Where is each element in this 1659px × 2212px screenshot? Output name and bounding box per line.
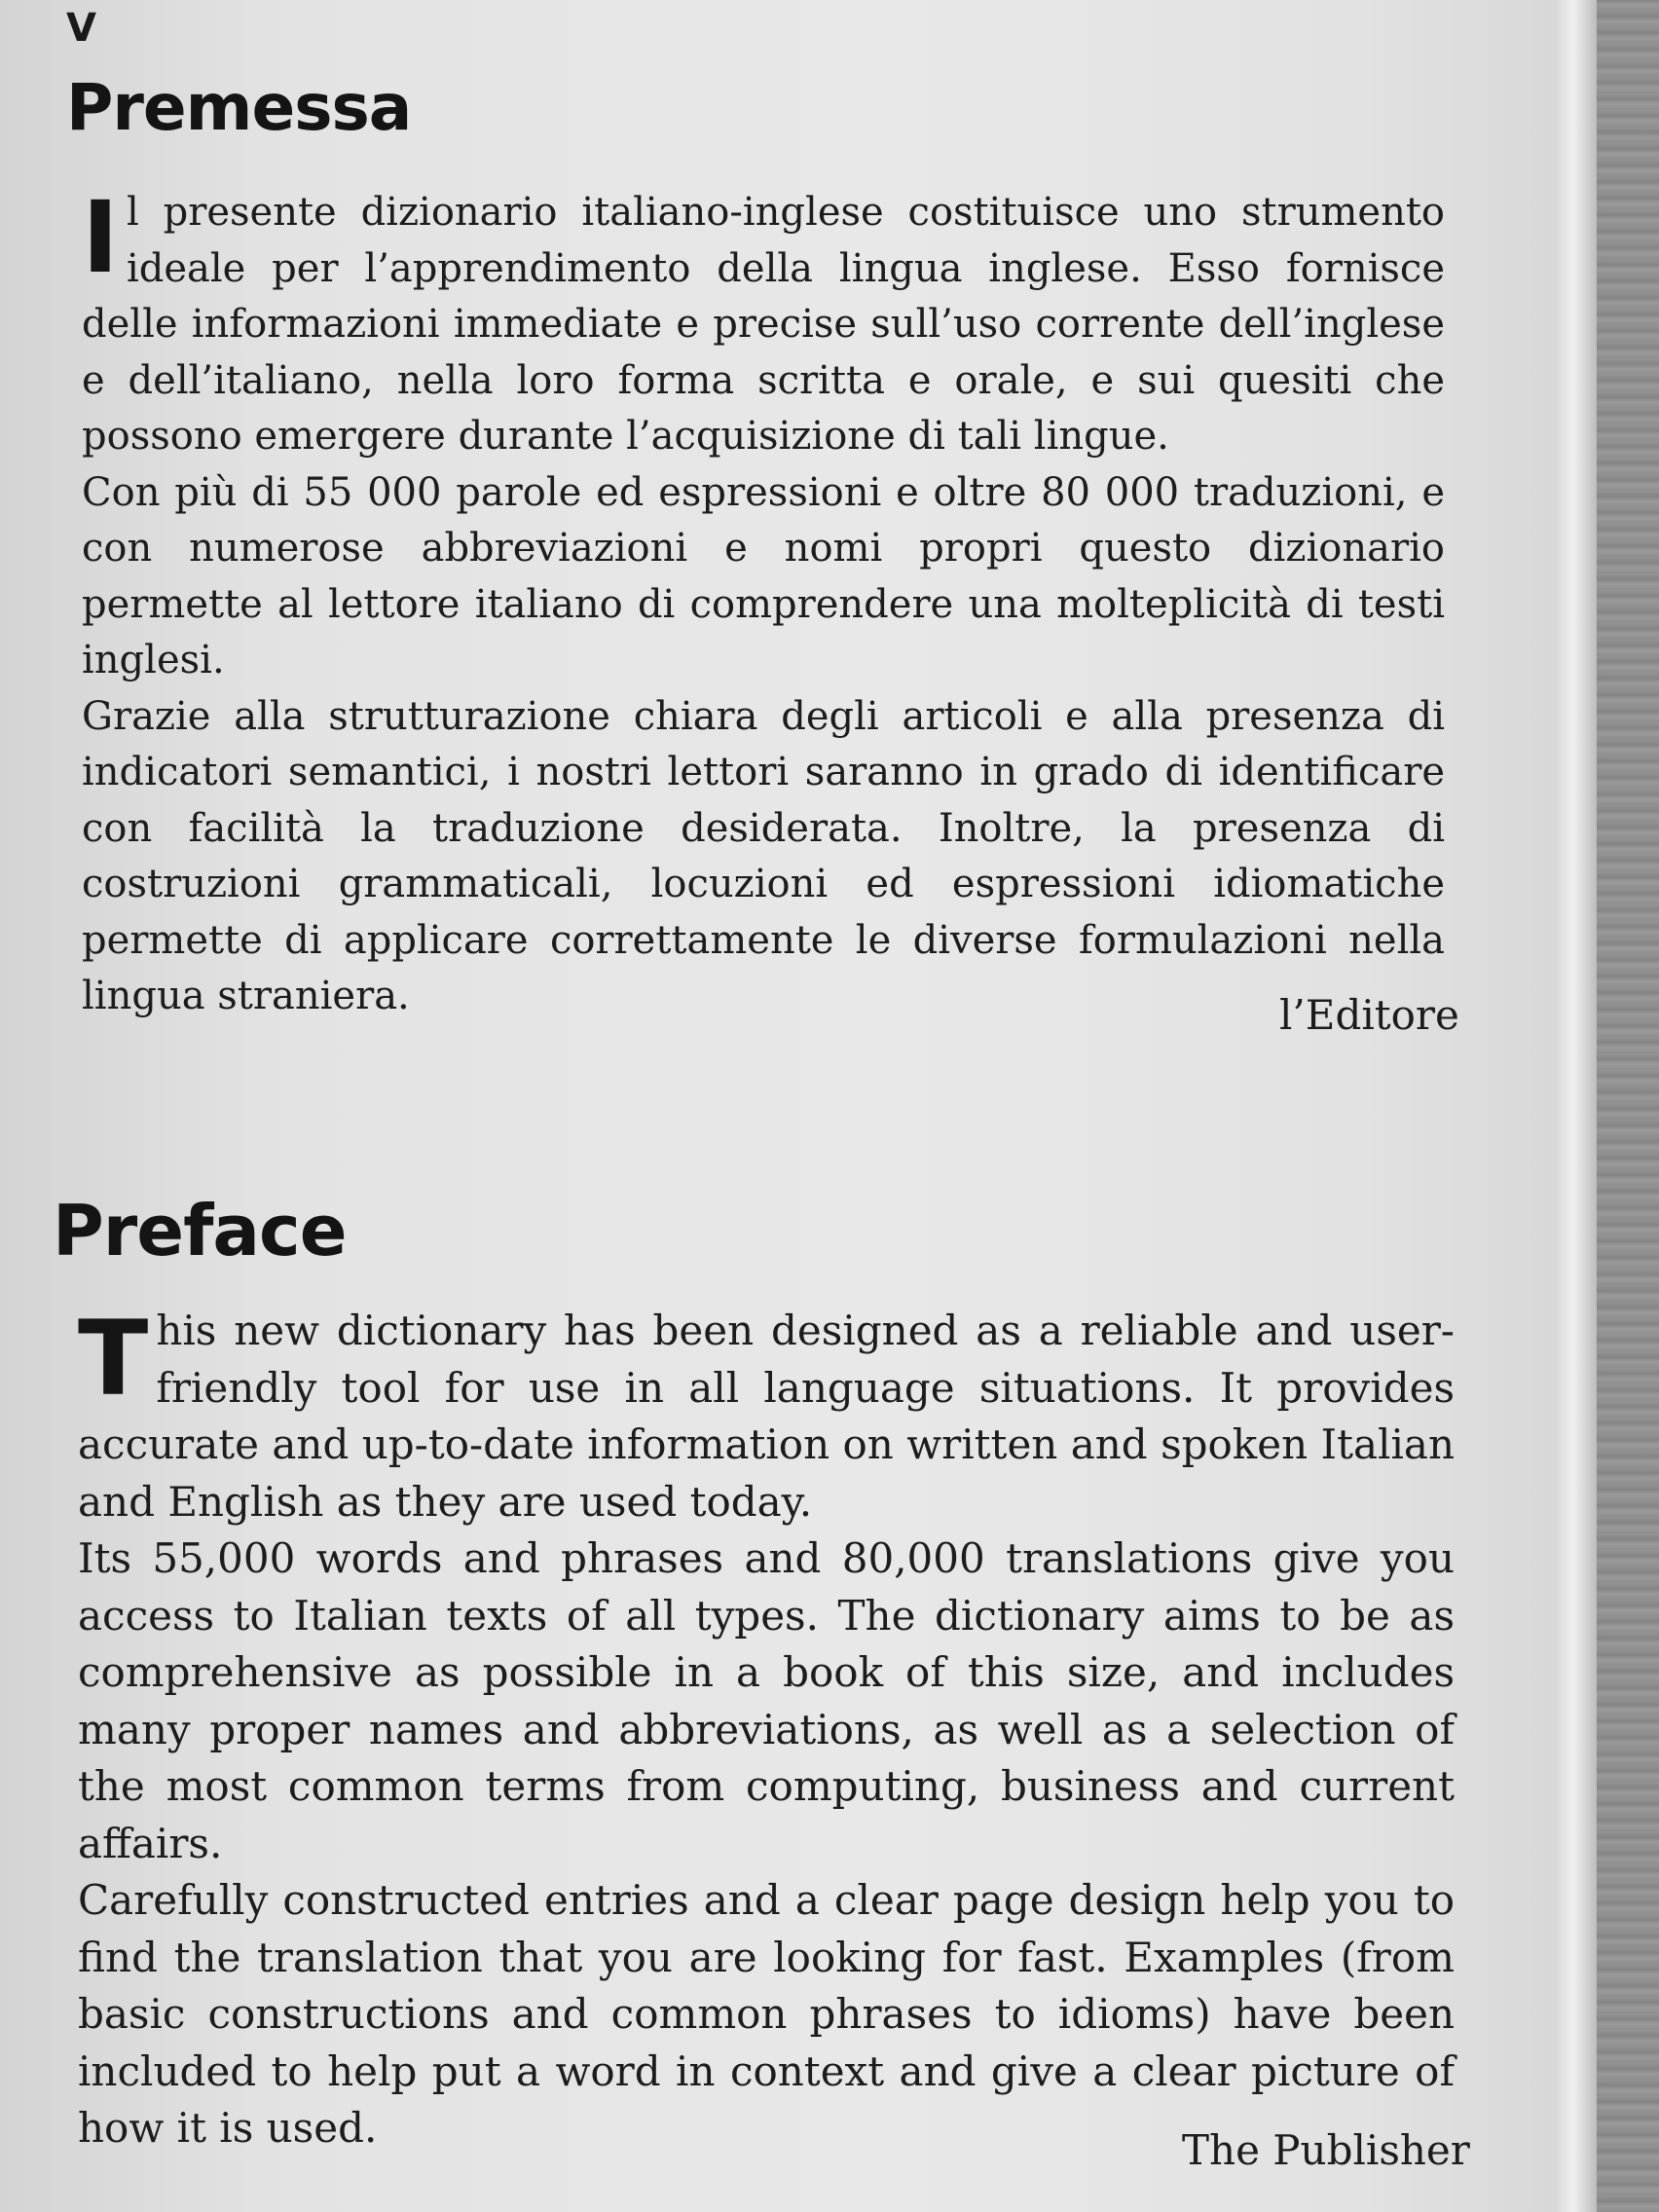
page-edge — [1558, 0, 1597, 2212]
english-paragraph-1-text: his new dictionary has been designed as a reliable and user-friendly tool for use in all language situations. It provides accurate and up-to-date information on written and spoken Italian and English as they are used today. — [78, 1307, 1455, 1526]
background-stack — [1597, 0, 1659, 2212]
page-number: V — [66, 6, 96, 51]
english-preface-body — [78, 1299, 1455, 2157]
italian-preface-body — [82, 180, 1445, 1025]
english-heading: Preface — [53, 1190, 347, 1272]
english-paragraph-3: Carefully constructed entries and a clear page design help you to find the translation that you are looking for fast. Examples (from basic constructions and common phrases to idioms) have been included to help put a word in context and give a clear picture of how it is used. — [78, 1876, 1455, 2152]
italian-heading: Premessa — [66, 70, 412, 145]
italian-paragraph-1 — [82, 180, 1445, 465]
english-paragraph-2: Its 55,000 words and phrases and 80,000 translations give you access to Italian texts of all types. The dictionary aims to be as comprehensive as possible in a book of this size, and includes many proper names and abbreviations, as well as a selection of the most common terms from computing, business and current affairs. — [78, 1534, 1455, 1867]
italian-paragraph-2: Con più di 55 000 parole ed espressioni e oltre 80 000 traduzioni, e con numerose abbreviazioni e nomi propri questo dizionario permette al lettore italiano di comprendere una molteplicità di testi inglesi. — [82, 469, 1445, 682]
english-dropcap: T — [78, 1299, 149, 1419]
english-paragraph-1 — [78, 1299, 1455, 1530]
italian-paragraph-3: Grazie alla strutturazione chiara degli articoli e alla presenza di indicatori semantici, i nostri lettori saranno in grado di identificare con facilità la traduzione desiderata. Inoltre, la presenza di costruzioni grammaticali, locuzioni ed espressioni idiomatiche permette di applicare correttamente le diverse formulazioni nella lingua straniera. — [82, 693, 1445, 1018]
english-signature: The Publisher — [1182, 2126, 1470, 2174]
italian-paragraph-1-text: l presente dizionario italiano-inglese costituisce uno strumento ideale per l’apprendimento della lingua inglese. Esso fornisce delle informazioni immediate e precise sull’uso corrente dell’inglese e dell’italiano, nella loro forma scritta e orale, e sui quesiti che possono emergere durante l’acquisizione di tali lingue. — [82, 190, 1445, 459]
italian-signature: l’Editore — [1279, 991, 1459, 1039]
italian-dropcap: I — [82, 180, 119, 296]
